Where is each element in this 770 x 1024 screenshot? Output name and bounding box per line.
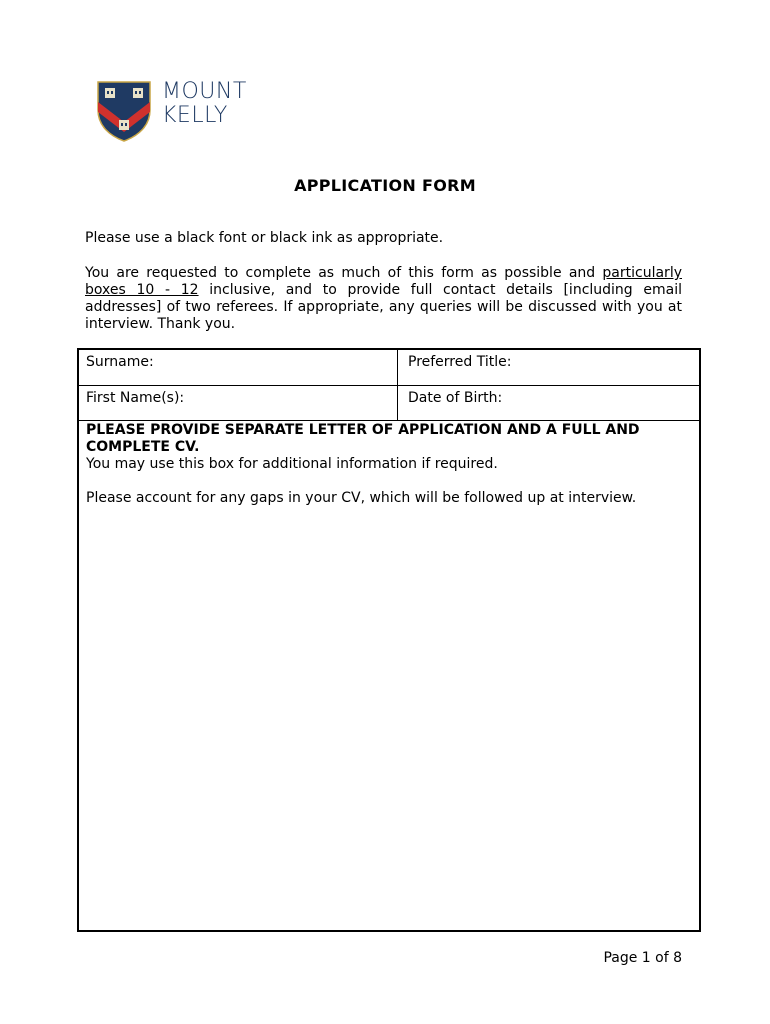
- cv-gaps-note: Please account for any gaps in your CV, which will be followed up at interview.: [86, 490, 637, 506]
- instruction-ink: Please use a black font or black ink as appropriate.: [85, 230, 444, 246]
- form-row-names: [79, 350, 699, 386]
- additional-info-note: You may use this box for additional information if required.: [86, 456, 498, 472]
- page-title: APPLICATION FORM: [294, 176, 476, 195]
- surname-field[interactable]: [79, 350, 398, 385]
- preferred-title-label: Preferred Title:: [408, 354, 512, 370]
- crest-icon: [96, 80, 152, 142]
- instruction-text-start: You are requested to complete as much of this form as possible and: [85, 265, 603, 281]
- school-logo: [96, 80, 266, 144]
- preferred-title-field[interactable]: [399, 350, 699, 385]
- instruction-complete: [85, 265, 682, 333]
- first-names-field[interactable]: [79, 386, 398, 420]
- logo-line-1: MOUNT: [162, 79, 247, 104]
- applicant-details-form: [77, 348, 701, 932]
- date-of-birth-field[interactable]: [399, 386, 699, 420]
- page-number: Page 1 of 8: [603, 950, 682, 966]
- instruction-underlined: particularly boxes 10 - 12: [85, 265, 682, 298]
- instruction-text-end: inclusive, and to provide full contact details [including email addresses] of two referees. If appropriate, any queries will be discussed with you at interview. Thank you.: [85, 282, 682, 332]
- surname-label: Surname:: [86, 354, 154, 370]
- date-of-birth-label: Date of Birth:: [408, 390, 503, 406]
- form-row-first-name: [79, 386, 699, 421]
- cv-requirement-heading: PLEASE PROVIDE SEPARATE LETTER OF APPLICATION AND A FULL AND COMPLETE CV.: [86, 422, 640, 455]
- logo-wordmark: [162, 80, 247, 128]
- logo-line-2: KELLY: [162, 103, 228, 128]
- first-names-label: First Name(s):: [86, 390, 185, 406]
- additional-info-box[interactable]: [86, 422, 686, 507]
